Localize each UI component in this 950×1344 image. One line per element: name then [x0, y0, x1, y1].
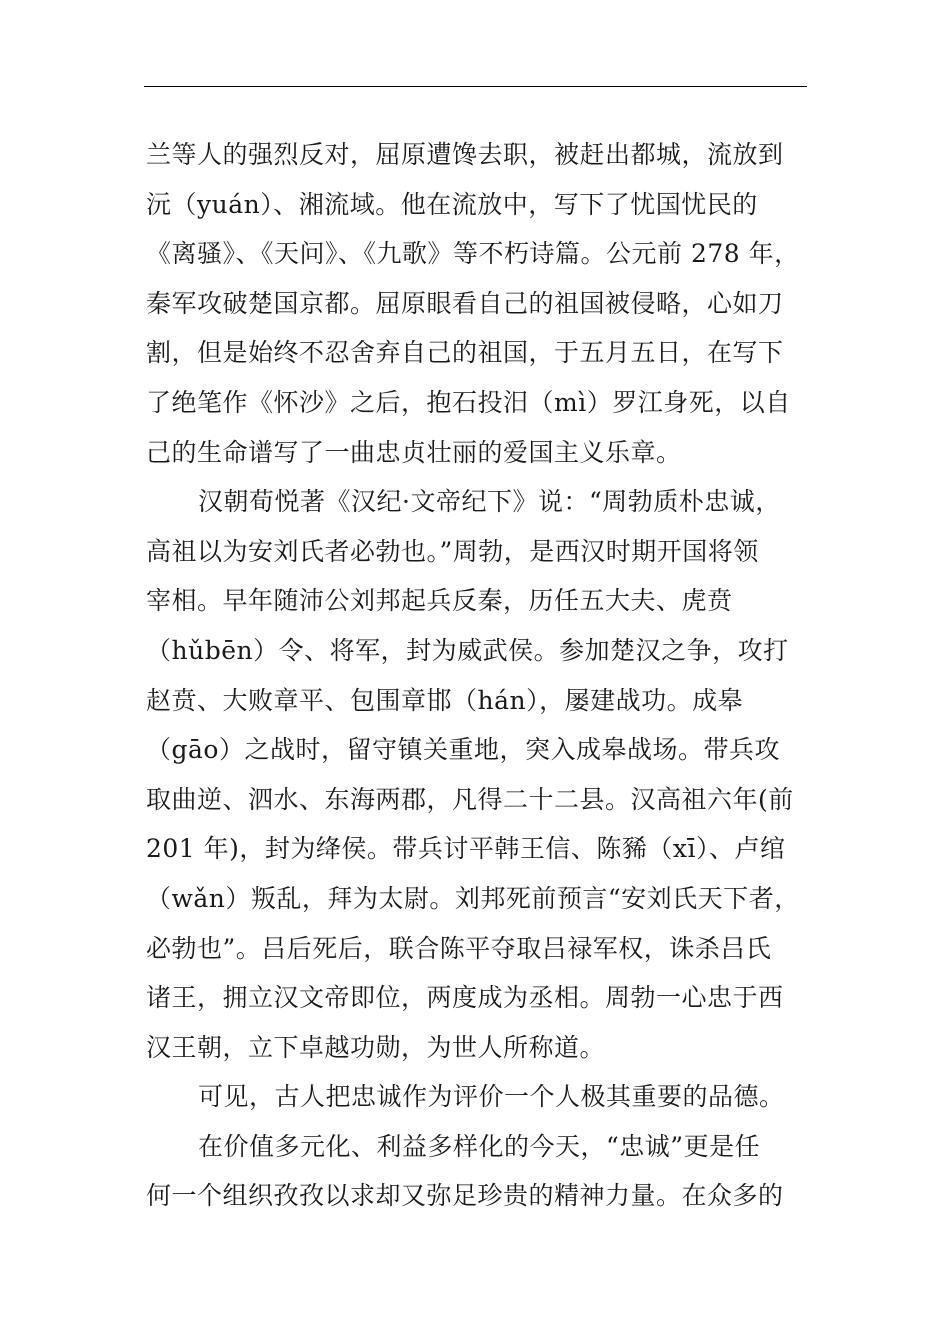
- text-line: 诸王，拥立汉文帝即位，两度成为丞相。周勃一心忠于西: [146, 983, 784, 1013]
- text-line: 赵贲、大败章平、包围章邯（hán），屡建战功。成皋: [146, 685, 744, 715]
- text-line: 何一个组织孜孜以求却又弥足珍贵的精神力量。在众多的: [146, 1181, 784, 1211]
- paragraph-first-line: 汉朝荀悦著《汉纪·文帝纪下》说：“周勃质朴忠诚，: [198, 487, 781, 517]
- text-line: （hǔbēn）令、将军，封为威武侯。参加楚汉之争，攻打: [146, 635, 789, 665]
- document-body: [146, 130, 808, 1221]
- text-line: 取曲逆、泗水、东海两郡，凡得二十二县。汉高祖六年(前: [146, 784, 794, 814]
- text-line: 201 年)，封为绛侯。带兵讨平韩王信、陈豨（xī）、卢绾: [146, 834, 786, 864]
- text-line: 汉王朝，立下卓越功勋，为世人所称道。: [146, 1032, 606, 1062]
- text-line: 沅（yuán）、湘流域。他在流放中，写下了忧国忧民的: [146, 189, 758, 219]
- paragraph-first-line: 可见，古人把忠诚作为评价一个人极其重要的品德。: [198, 1082, 785, 1112]
- text-line: （gāo）之战时，留守镇关重地，突入成皋战场。带兵攻: [146, 735, 780, 765]
- text-line: 《离骚》、《天问》、《九歌》等不朽诗篇。公元前 278 年，: [146, 239, 800, 269]
- text-line: 宰相。早年随沛公刘邦起兵反秦，历任五大夫、虎贲: [146, 586, 733, 616]
- header-rule: [144, 86, 807, 87]
- text-line: 己的生命谱写了一曲忠贞壮丽的爱国主义乐章。: [146, 437, 682, 467]
- text-line: 了绝笔作《怀沙》之后，抱石投汨（mì）罗江身死，以自: [146, 387, 791, 417]
- paragraph-first-line: 在价值多元化、利益多样化的今天，“忠诚”更是任: [198, 1131, 761, 1161]
- text-line: 必勃也”。吕后死后，联合陈平夺取吕禄军权，诛杀吕氏: [146, 933, 772, 963]
- text-line: 高祖以为安刘氏者必勃也。”周勃，是西汉时期开国将领: [146, 536, 759, 566]
- text-line: 秦军攻破楚国京都。屈原眼看自己的祖国被侵略，心如刀: [146, 288, 784, 318]
- text-line: 兰等人的强烈反对，屈原遭馋去职，被赶出都城，流放到: [146, 140, 784, 169]
- text-line: 割，但是始终不忍舍弃自己的祖国，于五月五日，在写下: [146, 338, 784, 368]
- text-line: （wǎn）叛乱，拜为太尉。刘邦死前预言“安刘氏天下者，: [146, 883, 800, 913]
